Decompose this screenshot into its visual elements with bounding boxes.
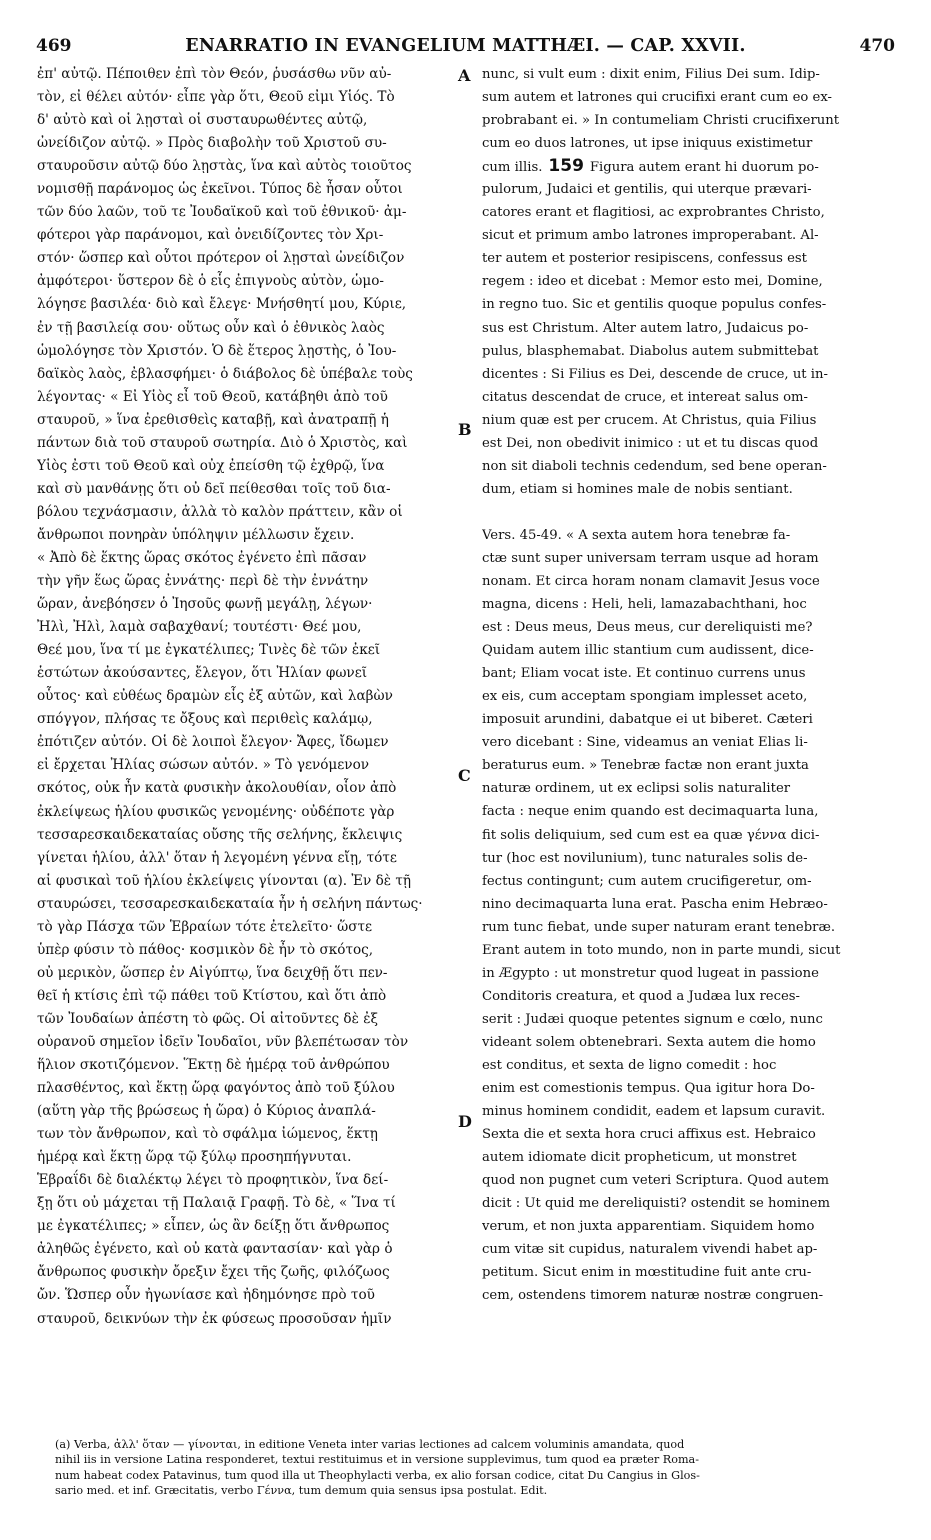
greek-text-line: οὐρανοῦ σημεῖον ἰδεῖν Ἰουδαῖοι, νῦν βλεπέτωσαν τὸν — [37, 1033, 409, 1050]
greek-text-line: ἐν τῇ βασιλείᾳ σου· οὕτως οὖν καὶ ὁ ἐθνικὸς λαὸς — [37, 319, 385, 336]
latin-text-line: probrabant ei. » In contumeliam Christi crucifixerunt — [482, 113, 840, 129]
greek-text-line: ἄνθρωπος φυσικὴν ὄρεξιν ἔχει τῆς ζωῆς, φιλόζωος — [37, 1264, 390, 1281]
greek-text-line: ἐπ' αὐτῷ. Πέποιθεν ἐπὶ τὸν Θεόν, ῥυσάσθω νῦν αὐ- — [37, 66, 392, 82]
latin-text-line: cem, ostendens timorem naturæ nostræ congruen- — [482, 1288, 824, 1304]
greek-text-line: ἡμέρᾳ καὶ ἕκτῃ ὥρᾳ τῷ ξύλῳ προσηπήγνυται. — [37, 1149, 352, 1166]
latin-text-line: pulorum, Judaici et gentilis, qui uterque prævari- — [482, 182, 812, 198]
greek-text-line: τῶν δύο λαῶν, τοῦ τε Ἰουδαϊκοῦ καὶ τοῦ ἐθνικοῦ· ἀμ- — [37, 204, 407, 221]
latin-text-line: Quidam autem illic stantium cum audissent, dice- — [482, 643, 814, 659]
latin-text-line: videant solem obtenebrari. Sexta autem die homo — [482, 1034, 816, 1050]
latin-text-line: est Dei, non obedivit inimico : ut et tu discas quod — [482, 435, 819, 451]
latin-text-line — [482, 155, 892, 178]
greek-text-line: λέγοντας· « Εἰ Υἱὸς εἶ τοῦ Θεοῦ, κατάβηθι ἀπὸ τοῦ — [37, 388, 388, 405]
greek-column — [37, 63, 457, 1331]
greek-text-line: ὥραν, ἀνεβόησεν ὁ Ἰησοῦς φωνῇ μεγάλῃ, λέγων· — [37, 596, 373, 613]
latin-text-line: cum eo duos latrones, ut ipse iniquus existimetur — [482, 136, 813, 152]
margin-letter-c: C — [458, 766, 471, 785]
latin-text-line: ctæ sunt super universam terram usque ad horam — [482, 550, 819, 566]
greek-text-line: ἑστώτων ἀκούσαντες, ἔλεγον, ὅτι Ἠλίαν φωνεῖ — [37, 665, 368, 682]
greek-text-line: βόλου τεχνάσμασιν, ἀλλὰ τὸ καλὸν πράττειν, κἂν οἱ — [37, 503, 403, 520]
greek-text-line: ἐπότιζεν αὐτόν. Οἱ δὲ λοιποὶ ἔλεγον· Ἄφες, ἴδωμεν — [37, 734, 389, 751]
latin-text-line: quod non pugnet cum veteri Scriptura. Quod autem — [482, 1173, 830, 1189]
greek-text-line: τῶν Ἰουδαίων ἀπέστη τὸ φῶς. Οἱ αἰτοῦντες δὲ ἐξ — [37, 1010, 379, 1027]
latin-text-line: imposuit arundini, dabatque ei ut biberet. Cæteri — [482, 712, 813, 728]
column-gap — [482, 501, 892, 524]
latin-text-line: fit solis deliquium, sed cum est ea quæ γέννα dici- — [482, 827, 820, 843]
greek-text-line: ὤν. Ὥσπερ οὖν ἠγωνίασε καὶ ἠδημόνησε πρὸ τοῦ — [37, 1287, 375, 1304]
greek-text-line: οὗτος· καὶ εὐθέως δραμὼν εἷς ἐξ αὐτῶν, καὶ λαβὼν — [37, 688, 393, 705]
greek-text-line: σπόγγον, πλήσας τε ὄξους καὶ περιθεὶς καλάμῳ, — [37, 711, 373, 728]
latin-text-line: non sit diaboli technis cedendum, sed bene operan- — [482, 458, 827, 474]
greek-text-line: σκότος, οὐκ ἦν κατὰ φυσικὴν ἀκολουθίαν, οἷον ἀπὸ — [37, 780, 397, 797]
latin-text-line: regem : ideo et dicebat : Memor esto mei, Domine, — [482, 274, 823, 290]
greek-text-line: Υἱὸς ἐστι τοῦ Θεοῦ καὶ οὐχ ἐπείσθη τῷ ἐχθρῷ, ἵνα — [37, 457, 385, 474]
greek-text-line: θεῖ ἡ κτίσις ἐπὶ τῷ πάθει τοῦ Κτίστου, καὶ ὅτι ἀπὸ — [37, 987, 387, 1004]
latin-text-line: tur (hoc est novilunium), tunc naturales solis de- — [482, 850, 808, 866]
greek-text-line: τὴν γῆν ἕως ὥρας ἐννάτης· περὶ δὲ τὴν ἐννάτην — [37, 573, 369, 590]
latin-text-fragment: cum illis. — [482, 160, 543, 176]
latin-text-line: autem idiomate dicit propheticum, ut monstret — [482, 1150, 797, 1166]
latin-text-line: facta : neque enim quando est decimaquarta luna, — [482, 804, 819, 820]
latin-text-line: serit : Judæi quoque petentes signum e cœlo, nunc — [482, 1011, 823, 1027]
latin-text-line: minus hominem condidit, eadem et lapsum curavit. — [482, 1104, 826, 1120]
greek-text-line: ξῃ ὅτι οὐ μάχεται τῇ Παλαιᾷ Γραφῇ. Τὸ δὲ, « Ἵνα τί — [37, 1195, 396, 1212]
latin-text-line: dicit : Ut quid me dereliquisti? ostendit se hominem — [482, 1196, 830, 1212]
greek-text-line: σταυροῦσιν αὐτῷ δύο λῃστὰς, ἵνα καὶ αὐτὸς τοιοῦτος — [37, 158, 412, 175]
greek-text-line: στόν· ὥσπερ καὶ οὗτοι πρότερον οἱ λῃσταὶ ὠνείδιζον — [37, 250, 405, 267]
latin-text-fragment: Figura autem erant hi duorum po- — [589, 160, 819, 176]
latin-text-line: cum vitæ sit cupidus, naturalem vivendi habet ap- — [482, 1242, 818, 1258]
greek-text-line: ἐκλείψεως ἡλίου φυσικῶς γενομένης· οὐδέποτε γὰρ — [37, 803, 395, 820]
greek-text-line: λόγησε βασιλέα· διὸ καὶ ἔλεγε· Μνήσθητί μου, Κύριε, — [37, 296, 407, 313]
footnote — [55, 1437, 895, 1499]
latin-text-line: bant; Eliam vocat iste. Et continuo currens unus — [482, 666, 806, 682]
latin-text-line: Sexta die et sexta hora cruci affixus est. Hebraico — [482, 1127, 816, 1143]
greek-text-line: σταυροῦ, δεικνύων τὴν ἐκ φύσεως προσοῦσαν ἡμῖν — [37, 1310, 392, 1327]
greek-text-line: δαϊκὸς λαὸς, ἐβλασφήμει· ὁ διάβολος δὲ ὑπέβαλε τοὺς — [37, 365, 413, 382]
latin-column — [482, 63, 892, 1307]
latin-text-line: fectus contingunt; cum autem crucifigeretur, om- — [482, 873, 812, 889]
page-header — [36, 36, 895, 60]
latin-text-line: est conditus, et sexta de ligno comedit : hoc — [482, 1057, 777, 1073]
greek-text-line: ὡμολόγησε τὸν Χριστόν. Ὁ δὲ ἕτερος λῃστὴς, ὁ Ἰου- — [37, 342, 397, 359]
latin-text-line: nonam. Et circa horam nonam clamavit Jesus voce — [482, 573, 820, 589]
greek-text-line: καὶ σὺ μανθάνῃς ὅτι οὐ δεῖ πείθεσθαι τοῖς τοῦ δια- — [37, 480, 391, 497]
latin-text-line: nium quæ est per crucem. At Christus, quia Filius — [482, 412, 817, 428]
latin-text-line: Erant autem in toto mundo, non in parte mundi, sicut — [482, 942, 841, 958]
footnote-line: sario med. et inf. Græcitatis, verbo Γέννα, tum demum quia sensus ipsa postulat. Edit. — [55, 1484, 548, 1498]
greek-text-line: ὠνείδιζον αὐτῷ. » Πρὸς διαβολὴν τοῦ Χριστοῦ συ- — [37, 135, 387, 152]
latin-text-line: vero dicebant : Sine, videamus an veniat Elias li- — [482, 735, 808, 751]
latin-text-line: rum tunc fiebat, unde super naturam erant tenebræ. — [482, 919, 836, 935]
greek-text-line: Ἑβραΐδι δὲ διαλέκτῳ λέγει τὸ προφητικὸν, ἵνα δεί- — [37, 1172, 389, 1189]
greek-text-line: ἥλιον σκοτιζόμενον. Ἕκτῃ δὲ ἡμέρᾳ τοῦ ἀνθρώπου — [37, 1057, 390, 1074]
latin-text-line: verum, et non juxta apparentiam. Siquidem homo — [482, 1219, 815, 1235]
latin-text-line: ter autem et posterior resipiscens, confessus est — [482, 251, 807, 267]
greek-text-line: τεσσαρεσκαιδεκαταίας οὔσης τῆς σελήνης, ἔκλειψις — [37, 826, 403, 843]
greek-text-line: εἰ ἔρχεται Ἠλίας σώσων αὐτόν. » Τὸ γενόμενον — [37, 757, 370, 774]
latin-text-line: sum autem et latrones qui crucifixi erant cum eo ex- — [482, 90, 832, 106]
latin-text-line: in regno tuo. Sic et gentilis quoque populus confes- — [482, 297, 827, 313]
greek-text-line: σταυρώσει, τεσσαρεσκαιδεκαταία ἦν ἡ σελήνη πάντως· — [37, 895, 423, 912]
footnote-line: (a) Verba, ἀλλ' ὅταν — γίνονται, in editione Veneta inter varias lectiones ad calcem voluminis amandata, quod — [55, 1438, 685, 1451]
latin-text-line: enim est comestionis tempus. Qua igitur hora Do- — [482, 1081, 815, 1097]
latin-block-bottom — [482, 524, 892, 1308]
latin-text-line: pulus, blasphemabat. Diabolus autem submittebat — [482, 343, 819, 359]
latin-text-line: catores erant et flagitiosi, ac exprobrantes Christo, — [482, 205, 825, 221]
margin-letter-d: D — [458, 1112, 472, 1131]
page-number-left: 469 — [36, 36, 72, 56]
running-title: ENARRATIO IN EVANGELIUM MATTHÆI. — CAP. XXVII. — [185, 36, 746, 56]
latin-text-line: in Ægypto : ut monstretur quod lugeat in passione — [482, 965, 819, 981]
greek-text-line: δ' αὐτὸ καὶ οἱ λῃσταὶ οἱ συσταυρωθέντες αὐτῷ, — [37, 112, 368, 129]
greek-text-line: ἀληθῶς ἐγένετο, καὶ οὐ κατὰ φαντασίαν· καὶ γὰρ ὁ — [37, 1241, 393, 1258]
latin-text-line: Conditoris creatura, et quod a Judæa lux reces- — [482, 988, 800, 1004]
greek-text-line: « Ἀπὸ δὲ ἕκτης ὥρας σκότος ἐγένετο ἐπὶ πᾶσαν — [37, 549, 367, 566]
latin-text-line: nunc, si vult eum : dixit enim, Filius Dei sum. Idip- — [482, 67, 820, 82]
greek-text-line: ἄνθρωποι πονηρὰν ὑπόληψιν μέλλωσιν ἔχειν. — [37, 526, 355, 543]
column-number: 159 — [548, 156, 584, 177]
greek-text-line: ὑπὲρ φύσιν τὸ πάθος· κοσμικὸν δὲ ἦν τὸ σκότος, — [37, 941, 374, 958]
greek-text-line: των τὸν ἄνθρωπον, καὶ τὸ σφάλμα ἰώμενος, ἕκτῃ — [37, 1126, 378, 1143]
greek-text-line: οὐ μερικὸν, ὥσπερ ἐν Αἰγύπτῳ, ἵνα δειχθῇ ὅτι πεν- — [37, 964, 388, 981]
latin-text-line: beraturus eum. » Tenebræ factæ non erant juxta — [482, 758, 809, 774]
latin-text-line: dicentes : Si Filius es Dei, descende de cruce, ut in- — [482, 366, 828, 382]
latin-text-line: sicut et primum ambo latrones improperabant. Al- — [482, 228, 819, 244]
greek-text-line: σταυροῦ, » ἵνα ἐρεθισθεὶς καταβῇ, καὶ ἀνατραπῇ ἡ — [37, 411, 389, 428]
greek-text-line: Θεέ μου, ἵνα τί με ἐγκατέλιπες; Τινὲς δὲ τῶν ἐκεῖ — [37, 642, 381, 659]
footnote-line: nihil iis in versione Latina responderet, textui restituimus et in versione supplevimus, tum quod ea præter Roma- — [55, 1453, 699, 1467]
greek-text-line: πλασθέντος, καὶ ἕκτῃ ὥρᾳ φαγόντος ἀπὸ τοῦ ξύλου — [37, 1080, 395, 1097]
latin-text-line: citatus descendat de cruce, et intereat salus om- — [482, 389, 808, 405]
greek-text-line: Ἠλὶ, Ἠλὶ, λαμὰ σαβαχθανί; τουτέστι· Θεέ μου, — [37, 619, 362, 636]
footnote-line: num habeat codex Patavinus, tum quod illa ut Theophylacti verba, ex alio forsan codice, citat Du Cangius in Glos- — [55, 1468, 700, 1482]
greek-text-line: ἀμφότεροι· ὕστερον δὲ ὁ εἷς ἐπιγνοὺς αὐτὸν, ὡμο- — [37, 273, 384, 290]
greek-text-line: τὸ γὰρ Πάσχα τῶν Ἑβραίων τότε ἐτελεῖτο· ὥστε — [37, 918, 373, 935]
page-number-right: 470 — [859, 36, 895, 56]
greek-text-line: πάντων διὰ τοῦ σταυροῦ σωτηρία. Διὸ ὁ Χριστὸς, καὶ — [37, 434, 408, 451]
margin-letter-a: A — [458, 66, 471, 85]
latin-text-line: nino decimaquarta luna erat. Pascha enim Hebræo- — [482, 896, 828, 912]
latin-text-line: petitum. Sicut enim in mœstitudine fuit ante cru- — [482, 1265, 812, 1281]
greek-text-line: (αὕτη γὰρ τῆς βρώσεως ἡ ὥρα) ὁ Κύριος ἀναπλά- — [37, 1103, 376, 1120]
latin-block-top — [482, 63, 892, 501]
latin-text-line: sus est Christum. Alter autem latro, Judaicus po- — [482, 320, 809, 336]
greek-text-line: αἱ φυσικαὶ τοῦ ἡλίου ἐκλείψεις γίνονται (α). Ἐν δὲ τῇ — [37, 872, 412, 889]
greek-text-line: νομισθῇ παράνομος ὡς ἐκεῖνοι. Τύπος δὲ ἦσαν οὗτοι — [37, 181, 403, 198]
greek-text-line: φότεροι γὰρ παράνομοι, καὶ ὀνειδίζοντες τὸν Χρι- — [37, 227, 384, 244]
margin-letter-b: B — [458, 420, 472, 439]
greek-text-line: γίνεται ἡλίου, ἀλλ' ὅταν ἡ λεγομένη γέννα εἴῃ, τότε — [37, 849, 397, 866]
latin-text-line: ex eis, cum acceptam spongiam implesset aceto, — [482, 689, 808, 705]
greek-text-line: με ἐγκατέλιπες; » εἶπεν, ὡς ἂν δείξῃ ὅτι ἄνθρωπος — [37, 1218, 390, 1235]
latin-text-line: magna, dicens : Heli, heli, lamazabachthani, hoc — [482, 597, 807, 613]
greek-text-line: τὸν, εἰ θέλει αὐτόν· εἶπε γὰρ ὅτι, Θεοῦ εἰμι Υἱός. Τὸ — [37, 89, 395, 106]
latin-text-line: dum, etiam si homines male de nobis sentiant. — [482, 481, 793, 497]
latin-text-line: naturæ ordinem, ut ex eclipsi solis naturaliter — [482, 781, 791, 797]
latin-text-line: est : Deus meus, Deus meus, cur dereliquisti me? — [482, 620, 813, 636]
latin-text-line: Vers. 45-49. « A sexta autem hora tenebræ fa- — [482, 527, 791, 543]
